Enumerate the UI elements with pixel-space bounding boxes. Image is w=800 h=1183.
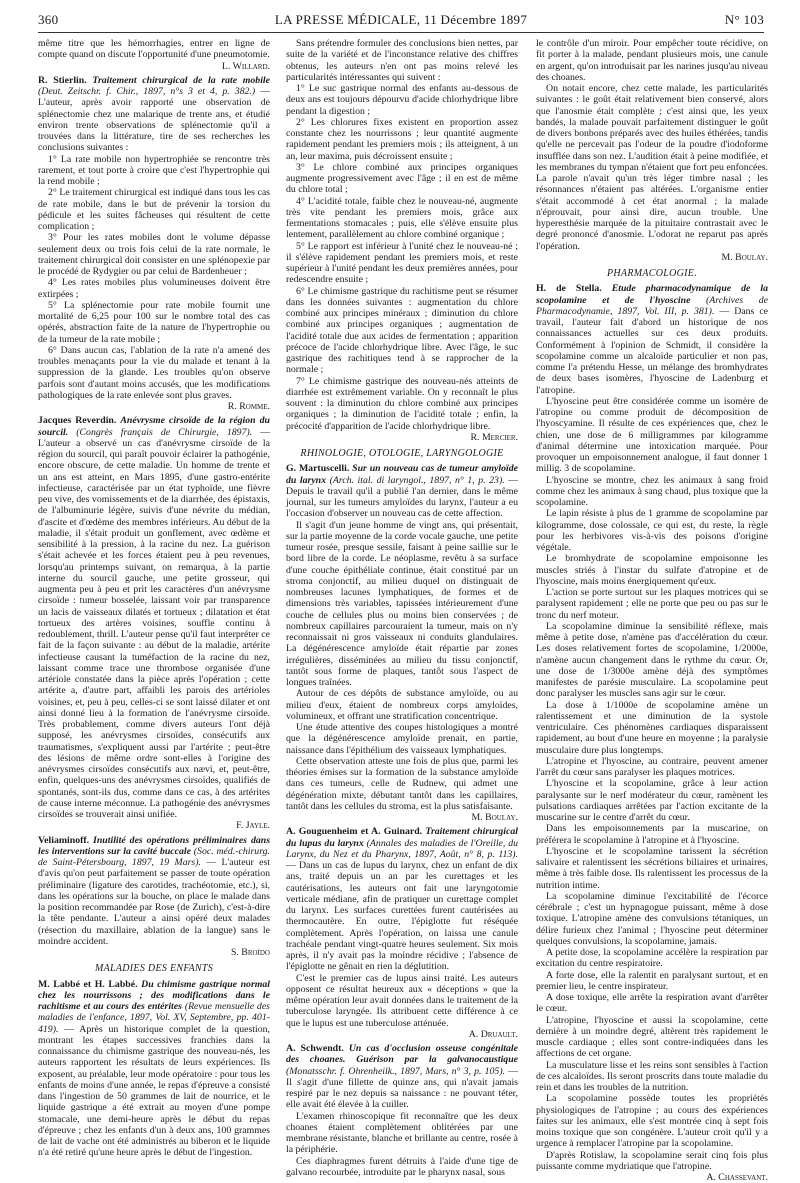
- paragraph: La dose à 1/1000e de scopolamine amène un ralentissement et une diminution de la systole ventriculaire. Ces phénomènes cardiaques disparaissent rapidement, au bout d'une heure en moyenne ; la paralysie musculaire dure plus longtemps.: [536, 699, 768, 756]
- signature: M. Boulay.: [721, 251, 768, 263]
- source: (Congrès français de Chirurgie, 1897).: [76, 426, 253, 438]
- paragraph: L'atropine et l'hyoscine, au contraire, peuvent amener l'arrêt du cœur sans paralyser les plaques motrices.: [536, 755, 768, 778]
- list-item: 5° La splénectomie pour rate mobile fournit une mortalité de 6,25 pour 100 sur le nombre total des cas opérés, abstraction faite de la nature de l'hypertrophie ou de la tumeur de la rate mobile ;: [38, 299, 270, 345]
- paragraph: La scopolamine diminue la sensibilité réflexe, mais même à petite dose, n'amène pas d'accélération du cœur. Les doses relativement fortes de scopolamine, 1/2000e, n'amène aucun changement dans le rythme du cœur. Or, une dose de 1/3000e amène déjà des symptômes manifestes de parésie musculaire. La scopolamine peut donc paralyser les muscles sans agir sur le cœur.: [536, 620, 768, 700]
- paragraph: — L'auteur est d'avis qu'on peut parfaitement se passer de toute opération préliminaire (ligature des carotides, trachéotomie, etc.), si, dans les opérations sur la bouche, on place le malade dans la position recommandée par Rose (de Zurich), c'est-à-dire la tête pendante. L'auteur a ainsi opéré deux malades (résection du maxillaire, ablation de la langue) sans le moindre accident.: [38, 857, 270, 947]
- paragraph: On notait encore, chez cette malade, les particularités suivantes : le goût était relativement bien conservé, alors que l'anosmie était complète ; c'est ainsi que, les yeux bandés, la malade pouvait parfaitement distinguer le goût de divers bonbons préparés avec des huiles éthérées, tandis qu'elle ne percevait pas l'odeur de la poudre d'iodoforme insufflée dans son nez. L'audition était à peine modifiée, et les membranes du tympan n'étaient que fort peu enfoncées. La parole n'avait qu'un très léger timbre nasal ; les résonnances n'étaient pas altérées. L'organisme entier s'était accommodé à cet état anormal ; la malade n'éprouvait, pour ainsi dire, aucun trouble. Une hyperesthésie marquée de la pituitaire contrastait avec le degré prononcé d'anosmie. L'odorat ne reparut pas après l'opération.: [536, 83, 768, 252]
- abstract-veliaminoff: [38, 835, 270, 959]
- article-title: Anévrysme cirsoïde de la région du sourcil.: [38, 415, 271, 438]
- list-item: 6° Le chimisme gastrique du rachitisme peut se résumer dans les données suivantes : augmentation du chlore combiné aux principes minéraux ; diminution du chlore combiné aux principes organiques ; augmentation de l'acidité totale due aux acides de fermentation ; apparition précoce de l'acide chlorhydrique libre. Avec l'âge, le suc gastrique des rachitiques tend à se rapprocher de la normale ;: [286, 285, 518, 376]
- paragraph: L'hyoscine se montre, chez les animaux à sang froid comme chez les animaux à sang chaud, plus toxique que la scopolamine.: [536, 474, 768, 508]
- article-title: Un cas d'occlusion osseuse congénitale des choanes. Guérison par la galvanocaustique: [286, 1043, 518, 1066]
- author: H. de Stella.: [536, 283, 602, 295]
- section-heading: PHARMACOLOGIE.: [606, 268, 698, 279]
- journal-title: LA PRESSE MÉDICALE, 11 Décembre 1897: [274, 12, 528, 27]
- author: R. Stierlin.: [38, 74, 87, 86]
- abstract-gouguenheim: [286, 826, 518, 1040]
- list-item: 4° Les rates mobiles plus volumineuses doivent être extirpées ;: [38, 277, 270, 300]
- author: G. Martuscelli.: [286, 463, 350, 475]
- article-title: Traitement chirurgical de la rate mobile: [92, 74, 270, 86]
- paragraph: L'hyoscine et la scopolamine, grâce à leur action paralysante sur le nerf modérateur du cœur, ramènent les pulsations cardiaques arrêtées par l'action excitante de la muscarine sur le centre d'arrêt du cœur.: [536, 778, 768, 823]
- issue-number: N° 103: [724, 12, 764, 27]
- paragraph: C'est le premier cas de lupus ainsi traité. Les auteurs opposent ce résultat heureux aux « déceptions » que la même opération leur avait données dans le traitement de la tuberculose laryngée. Ils attribuent cette différence à ce que le lupus est une tuberculose atténuée.: [286, 972, 518, 1029]
- column-1: [38, 38, 271, 1159]
- author: Jacques Reverdin.: [38, 415, 117, 427]
- source: (Monatsschr. f. Ohrenheilk., 1897, Mars, n° 3, p. 105).: [286, 1065, 506, 1077]
- list-item: 2° Les chlorures fixes existent en proportion assez constante chez les nourrissons ; leur quantité augmente rapidement pendant les premiers mois ; ils atteignent, à un an, leur maxima, puis décroissent ensuite ;: [286, 116, 518, 162]
- article-title: Du chimisme gastrique normal chez les nourrissons ; des modifications dans le rachitisme et au cours des entérites: [38, 978, 271, 1012]
- signature: F. Jayle.: [236, 820, 270, 832]
- source: (Soc. méd.-chirurg. de Saint-Pétersbourg, 1897, 19 Mars).: [38, 845, 270, 868]
- paragraph: même titre que les hémorrhagies, entrer en ligne de compte quand on discute l'opportunité d'une pneumotomie.: [38, 38, 270, 61]
- signature: A. Druault.: [468, 1028, 518, 1040]
- paragraph: La scopolamine diminue l'excitabilité de l'écorce cérébrale ; c'est un hypnagogue puissant, même à dose toxique. L'atropine amène des convulsions tétaniques, un délire furieux chez l'animal ; l'hyoscine peut déterminer quelques convulsions, la scopolamine, jamais.: [536, 890, 768, 947]
- paragraph: Il s'agit d'un jeune homme de vingt ans, qui présentait, sur la partie moyenne de la corde vocale gauche, une petite tumeur rosée, presque sessile, faisant à peine saillie sur le bord libre de la corde. Le néoplasme, revêtu à sa surface d'une couche épithéliale continue, était constitué par un stroma conjonctif, au milieu duquel on distinguait de nombreuses lacunes lymphatiques, de formes et de dimensions très variables, tapissées intérieurement d'une couche de cellules plus ou moins bien conservées ; de nombreux capillaires parcouraient la tumeur, mais on n'y reconnaissait ni gros vaisseaux ni conduits glandulaires. La dégénérescence amyloïde était répartie par zones irrégulières, disséminées au milieu du tissu conjonctif, tantôt sous forme de plaques, tantôt sous l'aspect de longues traînées.: [286, 519, 518, 688]
- article-title: Inutilité des opérations préliminaires dans les interventions sur la cavité buccale: [38, 834, 271, 857]
- paragraph: — L'auteur a observé un cas d'anévrysme cirsoïde de la région du sourcil, qui paraît pouvoir éclairer la pathogénie, encore obscure, de cette maladie. Un homme de trente et un ans est atteint, en Mars 1895, d'une gastro-entérite infectieuse, caractérisée par un état typhoïde, une fièvre peu vive, des vomissements et de la diarrhée, des épistaxis, de l'albuminurie légère, suivis d'une névrite du médian, d'ascite et d'œdème des membres inférieurs. Au début de la maladie, il s'était produit un gonflement, avec œdème et sensibilité à la pression, à la racine du nez. La guérison s'était achevée et les forces étaient peu à peu revenues, lorsqu'au printemps suivant, on remarqua, à la partie interne du sourcil gauche, une petite grosseur, qui augmenta peu à peu et prit les caractères d'un anévrysme cirsoïde : tumeur bosselée, laissant voir par transparence un lacis de vaisseaux dilatés et tortueux ; dilatation et état tortueux des artères voisines, souffle continu à redoublement, thrill. L'auteur pense qu'il faut interpréter ce fait de la façon suivante : au début de la maladie, artérite infectieuse causant la tuméfaction de la racine du nez, laissant comme trace une thrombose organisée d'une artériole constatée dans la pièce après l'opération ; cette artérite a, d'autre part, affaibli les parois des artérioles voisines, et, peu à peu, celles-ci se sont laissé dilater et ont ainsi donné lieu à la formation de l'anévrysme cirsoïde. Très probablement, comme divers auteurs l'ont déjà supposé, les anévrysmes cirsoïdes, consécutifs aux traumatismes, s'expliquent aussi par l'artérite ; peut-être des lésions de même ordre sont-elles à l'origine des anévrysmes cirsoïdes consécutifs aux nævi, et, peut-être, enfin, quelques-uns des anévrysmes cirsoïdes, qualifiés de spontanés, sont-ils dus, comme dans ce cas, à des artérites de cause interne méconnue. La pathogénie des anévrysmes cirsoïdes se trouverait ainsi unifiée.: [38, 426, 271, 820]
- column-2: [286, 38, 519, 1178]
- paragraph: Ces diaphragmes furent détruits à l'aide d'une tige de galvano recourbée, introduite par le pharynx nasal, sous: [286, 1155, 518, 1178]
- paragraph: — Il s'agit d'une fillette de quinze ans, qui n'avait jamais respiré par le nez depuis sa naissance : ne pouvant téter, elle avait été élevée à la cuiller.: [286, 1065, 519, 1111]
- column-3: [536, 38, 769, 1183]
- abstract-schwendt: [286, 1043, 518, 1178]
- paragraph: La musculature lisse et les reins sont sensibles à l'action de ces alcaloïdes. Ils seront proscrits dans toute maladie du rein et dans les troubles de la nutrition.: [536, 1059, 768, 1093]
- article-title: Sur un nouveau cas de tumeur amyloïde du larynx: [286, 463, 518, 486]
- paragraph: L'hyoscine peut être considérée comme un isomère de l'atropine ou comme produit de décomposition de l'hyoscyamine. Il résulte de ces expériences que, chez le chien, une dose de 6 milligrammes par kilogramme d'animal détermine une intoxication marquée. Pour provoquer un empoisonnement analogue, il faut donner 1 millig. 3 de scopolamine.: [536, 395, 768, 475]
- signature: L. Willard.: [221, 60, 270, 72]
- author: A. Gouguenheim et A. Guinard.: [286, 826, 423, 838]
- list-item: 1° Le suc gastrique normal des enfants au-dessous de deux ans est toujours dépourvu d'acide chlorhydrique libre pendant la digestion ;: [286, 83, 518, 117]
- abstract-martuscelli: [286, 463, 518, 823]
- paragraph: Cette observation atteste une fois de plus que, parmi les théories émises sur la formation de la substance amyloïde dans ces tumeurs, celle de Rudnew, qui admet une dégénération mixte, débutant tantôt dans les capillaires, tantôt dans les cellules du stroma, est la plus satisfaisante.: [286, 755, 518, 812]
- source: (Annales des maladies de l'Oreille, du Larynx, du Nez et du Pharynx, 1897, Août, n° 8, p. 113).: [286, 837, 519, 860]
- list-item: 3° Pour les rates mobiles dont le volume dépasse seulement deux ou trois fois celui de la rate normale, le traitement chirurgical doit consister en une splénopexie par le procédé de Rydygier ou par celui de Bardenheuer ;: [38, 232, 270, 277]
- paragraph: A forte dose, elle la ralentit en paralysant surtout, et en premier lieu, le centre inspirateur.: [536, 969, 768, 992]
- list-item: 4° L'acidité totale, faible chez le nouveau-né, augmente très vite pendant les premiers mois, grâce aux fermentations stomacales ; puis, elle s'élève ensuite plus lentement, parallèlement au chlore combiné organique ;: [286, 195, 518, 241]
- paragraph: L'atropine, l'hyoscine et aussi la scopolamine, cette dernière à un moindre degré, altèrent très rapidement le muscle cardiaque ; elles sont contre-indiquées dans les affections de cet organe.: [536, 1014, 768, 1060]
- article-title: Etude pharmacodynamique de la scopolamine et de l'hyoscine: [536, 283, 768, 306]
- source: (Revue mensuelle des maladies de l'enfance, 1897, Vol. XV, Septembre, pp. 401-419).: [38, 1001, 270, 1035]
- section-heading: RHINOLOGIE, OTOLOGIE, LARYNGOLOGIE: [300, 448, 504, 459]
- page-header: [38, 12, 764, 32]
- paragraph: — Dans ce travail, l'auteur fait d'abord un historique de nos connaissances actuelles sur ces deux produits. Conformément à l'opinion de Schmidt, il considère la scopolamine comme un alcaloïde particulier et non pas, comme l'a prétendu Hesse, un mélange des bromhydrates de deux bases isomères, l'hyoscine de Ladenburg et l'atropine.: [536, 305, 769, 396]
- list-item: 2° Le traitement chirurgical est indiqué dans tous les cas de rate mobile, dans le but de prévenir la torsion du pédicule et les suites fâcheuses qui résultent de cette complication ;: [38, 187, 270, 232]
- paragraph: — L'auteur, après avoir rapporté une observation de splénectomie chez une malarique de trente ans, et étudié environ trente observations de splénectomie qu'il a trouvées dans la littérature, tire de ses recherches les conclusions suivantes :: [38, 86, 270, 154]
- paragraph: le contrôle d'un miroir. Pour empêcher toute récidive, on fit porter à la malade, pendant plusieurs mois, une canule en argent, qu'on introduisait par les narines jusqu'au niveau des choanes.: [536, 38, 768, 83]
- signature: R. Romme.: [227, 401, 270, 412]
- author: A. Schwendt.: [286, 1043, 344, 1054]
- paragraph: D'après Rotislaw, la scopolamine serait cinq fois plus puissante comme mydriatique que l'atropine.: [536, 1149, 768, 1172]
- paragraph: — Depuis le travail qu'il a publié l'an dernier, dans le même journal, sur les tumeurs amyloïdes du larynx, l'auteur a eu l'occasion d'observer un nouveau cas de cette affection.: [286, 474, 519, 520]
- signature: A. Chassevant.: [706, 1172, 768, 1183]
- source: (Arch. ital. di laryngol., 1897, n° 1, p. 23).: [329, 474, 505, 486]
- author: Veliaminoff.: [38, 834, 90, 846]
- paragraph: A dose toxique, elle arrête la respiration avant d'arrêter le cœur.: [536, 992, 768, 1015]
- article-title: Traitement chirurgical du lupus du larynx: [286, 826, 518, 849]
- paragraph: L'hyoscine et le scopolamine tarissent la sécrétion salivaire et ralentissent les sécrétions biliaires et urinaires, même à très faible dose. Ils ralentissent les processus de la nutrition intime.: [536, 845, 768, 891]
- abstract-stierlin: [38, 75, 270, 413]
- paragraph: — Dans un cas de lupus du larynx, chez un enfant de dix ans, traité depuis un an par les curettages et les cautérisations, les auteurs ont fait une laryngotomie verticale médiane, afin de pratiquer un curettage complet du larynx. Les surfaces curettées furent cautérisées au thermocautère. En outre, l'épiglotte fut réséquée complètement. Après l'opération, on laissa une canule trachéale pendant vingt-quatre heures seulement. Six mois après, il n'y avait pas la moindre récidive ; l'absence de l'épiglotte ne gênait en rien la déglutition.: [286, 860, 518, 973]
- paragraph: Une étude attentive des coupes histologiques a montré que la dégénérescence amyloïde prenait, en partie, naissance dans l'épithélium des vaisseaux lymphatiques.: [286, 722, 518, 756]
- list-item: 7° Le chimisme gastrique des nouveau-nés atteints de diarrhée est extrêmement variable. On y reconnaît le plus souvent : la diminution du chlore combiné aux principes organiques ; la diminution de l'acidité totale ; enfin, la précocité d'apparition de l'acide chlorhydrique libre.: [286, 375, 518, 432]
- signature: R. Mercier.: [470, 431, 518, 443]
- paragraph: — Après un historique complet de la question, montrant les étapes successives franchies dans la connaissance du chimisme gastrique des nouveau-nés, les auteurs rapportent les résultats de leurs expériences. Ils exposent, au préalable, leur mode opératoire : pour tous les enfants de moins d'une année, le repas d'épreuve a consisté dans l'ingestion de 50 grammes de lait de nourrice, et le liquide gastrique a été extrait au moyen d'une pompe stomacale, une demi-heure après le début du repas d'épreuve ; chez les enfants d'un à deux ans, 100 grammes de lait de vache ont été administrés au biberon et le liquide n'a été retiré qu'une heure après le début de l'ingestion.: [38, 1023, 270, 1159]
- list-item: 5° Le rapport est inférieur à l'unité chez le nouveau-né ; il s'élève rapidement pendant les premiers mois, et reste supérieur à l'unité pendant les deux premières années, pour redescendre ensuite ;: [286, 240, 518, 286]
- paragraph: L'action se porte surtout sur les plaques motrices qui se paralysent rapidement ; elle ne porte que peu ou pas sur le tronc du nerf moteur.: [536, 587, 768, 621]
- signature: M. Boulay.: [471, 812, 518, 823]
- paragraph: Le lapin résiste à plus de 1 gramme de scopolamine par kilogramme, dose colossale, ce qui est, du reste, la règle pour les herbivores vis-à-vis des poisons d'origine végétale.: [536, 508, 768, 553]
- paragraph: Autour de ces dépôts de substance amyloïde, ou au milieu d'eux, étaient de nombreux corps amyloïdes, volumineux, et offrant une stratification concentrique.: [286, 688, 518, 722]
- paragraph: L'examen rhinoscopique fit reconnaître que les deux choanes étaient complètement oblitérées par une membrane résistante, blanche et brillante au centre, rosée à la périphérie.: [286, 1110, 518, 1156]
- paragraph: Dans les empoisonnements par la muscarine, on préférera le scopolamine à l'atropine et à l'hyoscine.: [536, 823, 768, 846]
- list-item: 6° Dans aucun cas, l'ablation de la rate n'a amené des troubles menaçants pour la vie du malade et tenant à la suppression de la glande. Les troubles qu'on observe parfois sont d'autant moins accusés, que les modifications pathologiques de la rate enlevée sont plus graves.: [38, 344, 270, 401]
- paragraph: La scopolamine possède toutes les propriétés physiologiques de l'atropine ; au cours des expériences faites sur les animaux, elle s'est montrée cinq à sept fois moins toxique que son congénère. L'auteur croit qu'il y a urgence à remplacer l'atropine par la scopolamine.: [536, 1093, 768, 1150]
- abstract-labbe: [38, 979, 270, 1159]
- paragraph: Sans prétendre formuler des conclusions bien nettes, par suite de la variété et de l'inconstance relative des chiffres obtenus, les auteurs n'en ont pas moins relevé les particularités intéressantes qui suivent :: [286, 38, 518, 83]
- source: (Archives de Pharmacodynamie, 1897, Vol. III, p. 381).: [536, 294, 768, 317]
- list-item: 3° Le chlore combiné aux principes organiques augmente progressivement avec l'âge ; il en est de même du chlore total ;: [286, 161, 518, 196]
- section-heading: MALADIES DES ENFANTS: [94, 963, 214, 975]
- list-item: 1° La rate mobile non hypertrophiée se rencontre très rarement, et tout porte à croire que c'est l'hypertrophie qui la rend mobile ;: [38, 153, 270, 187]
- paragraph: Le bromhydrate de scopolamine empoisonne les muscles striés à l'instar du sulfate d'atropine et de l'hyoscine, mais moins énergiquement qu'eux.: [536, 553, 768, 587]
- source: (Deut. Zeitschr. f. Chir., 1897, n°s 3 et 4, p. 382.): [38, 86, 256, 97]
- signature: S. Broïdo: [230, 947, 270, 958]
- abstract-reverdin: [38, 415, 270, 831]
- page-number: 360: [38, 12, 59, 27]
- abstract-stella: [536, 283, 768, 1183]
- header-rule: [38, 32, 764, 33]
- paragraph: A petite dose, la scopolamine accélère la respiration par excitation du centre respiratoire.: [536, 947, 768, 970]
- author: M. Labbé et H. Labbé.: [38, 978, 138, 990]
